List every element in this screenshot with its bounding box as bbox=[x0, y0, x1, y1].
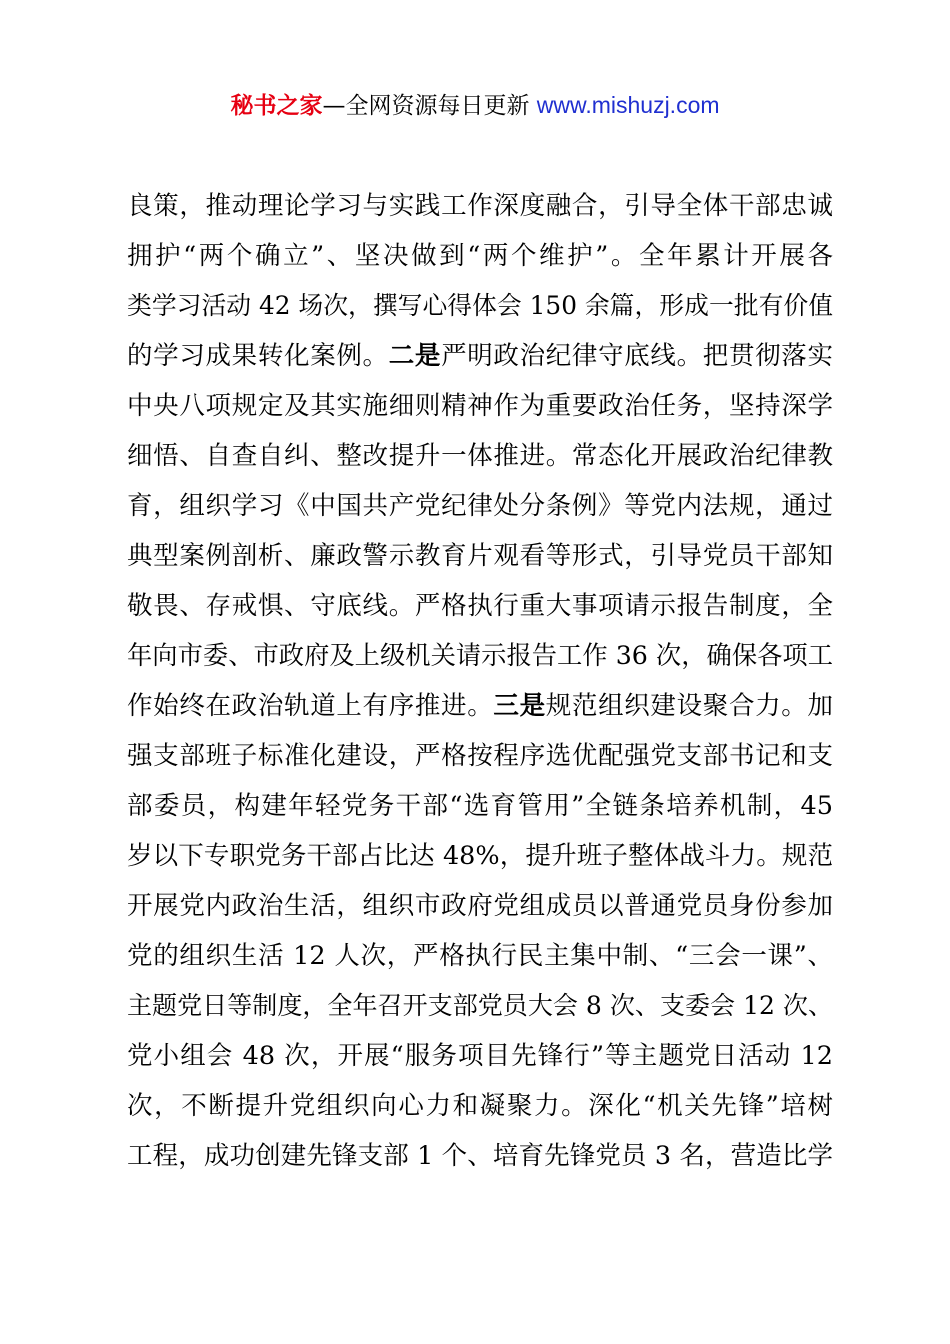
text-segment: 细悟、自查自纠、整改提升一体推进。常态化开展政治纪律教 bbox=[127, 441, 833, 471]
text-segment: 岁以下专职党务干部占比达 48%，提升班子整体战斗力。规范 bbox=[127, 841, 833, 871]
text-segment: 类学习活动 42 场次，撰写心得体会 150 余篇，形成一批有价值 bbox=[127, 291, 833, 320]
paragraph-line bbox=[127, 881, 833, 931]
bold-heading-marker: 三是 bbox=[493, 691, 546, 721]
text-segment: 良策，推动理论学习与实践工作深度融合，引导全体干部忠诚 bbox=[127, 191, 833, 221]
text-segment: 主题党日等制度，全年召开支部党员大会 8 次、支委会 12 次、 bbox=[127, 991, 833, 1020]
paragraph-line bbox=[127, 781, 833, 831]
paragraph-line bbox=[127, 581, 833, 631]
paragraph-line bbox=[127, 731, 833, 781]
text-segment: 部委员，构建年轻党务干部“选育管用”全链条培养机制，45 bbox=[127, 791, 833, 821]
text-segment: 中央八项规定及其实施细则精神作为重要政治任务，坚持深学 bbox=[127, 391, 833, 421]
site-url-link[interactable]: www.mishuzj.com bbox=[536, 92, 720, 118]
text-segment: 工程，成功创建先锋支部 1 个、培育先锋党员 3 名，营造比学 bbox=[127, 1141, 833, 1171]
paragraph-line bbox=[127, 681, 833, 731]
text-segment: 作始终在政治轨道上有序推进。 bbox=[127, 691, 494, 721]
text-segment: 规范组织建设聚合力。加 bbox=[545, 691, 833, 721]
paragraph-line bbox=[127, 431, 833, 481]
text-segment: 育，组织学习《中国共产党纪律处分条例》等党内法规，通过 bbox=[127, 491, 833, 521]
text-segment: 敬畏、存戒惧、守底线。严格执行重大事项请示报告制度，全 bbox=[127, 591, 833, 621]
text-segment: 次，不断提升党组织向心力和凝聚力。深化“机关先锋”培树 bbox=[127, 1091, 833, 1121]
bold-heading-marker: 二是 bbox=[388, 341, 442, 371]
paragraph-line bbox=[127, 981, 833, 1031]
text-segment: 的学习成果转化案例。 bbox=[127, 341, 389, 371]
text-segment: 开展党内政治生活，组织市政府党组成员以普通党员身份参加 bbox=[127, 891, 833, 921]
text-segment: 强支部班子标准化建设，严格按程序选优配强党支部书记和支 bbox=[127, 741, 833, 771]
paragraph-line bbox=[127, 381, 833, 431]
brand-name: 秘书之家 bbox=[230, 93, 323, 119]
document-body bbox=[127, 181, 833, 1181]
paragraph-line bbox=[127, 1131, 833, 1181]
text-segment: 党的组织生活 12 人次，严格执行民主集中制、“三会一课”、 bbox=[127, 941, 833, 971]
paragraph-line bbox=[127, 281, 833, 331]
text-segment: 严明政治纪律守底线。把贯彻落实 bbox=[441, 341, 833, 371]
text-segment: 拥护“两个确立”、坚决做到“两个维护”。全年累计开展各 bbox=[127, 241, 833, 271]
paragraph-line bbox=[127, 931, 833, 981]
paragraph-line bbox=[127, 831, 833, 881]
paragraph-line bbox=[127, 631, 833, 681]
paragraph-line bbox=[127, 531, 833, 581]
paragraph-line bbox=[127, 1031, 833, 1081]
paragraph-line bbox=[127, 231, 833, 281]
site-header bbox=[0, 89, 950, 122]
text-segment: 党小组会 48 次，开展“服务项目先锋行”等主题党日活动 12 bbox=[127, 1041, 833, 1071]
text-segment: 典型案例剖析、廉政警示教育片观看等形式，引导党员干部知 bbox=[127, 541, 833, 571]
text-segment: 年向市委、市政府及上级机关请示报告工作 36 次，确保各项工 bbox=[127, 641, 833, 670]
paragraph-line bbox=[127, 1081, 833, 1131]
header-tagline: —全网资源每日更新 bbox=[322, 93, 537, 119]
paragraph-line bbox=[127, 181, 833, 231]
paragraph-line bbox=[127, 481, 833, 531]
paragraph-line bbox=[127, 331, 833, 381]
